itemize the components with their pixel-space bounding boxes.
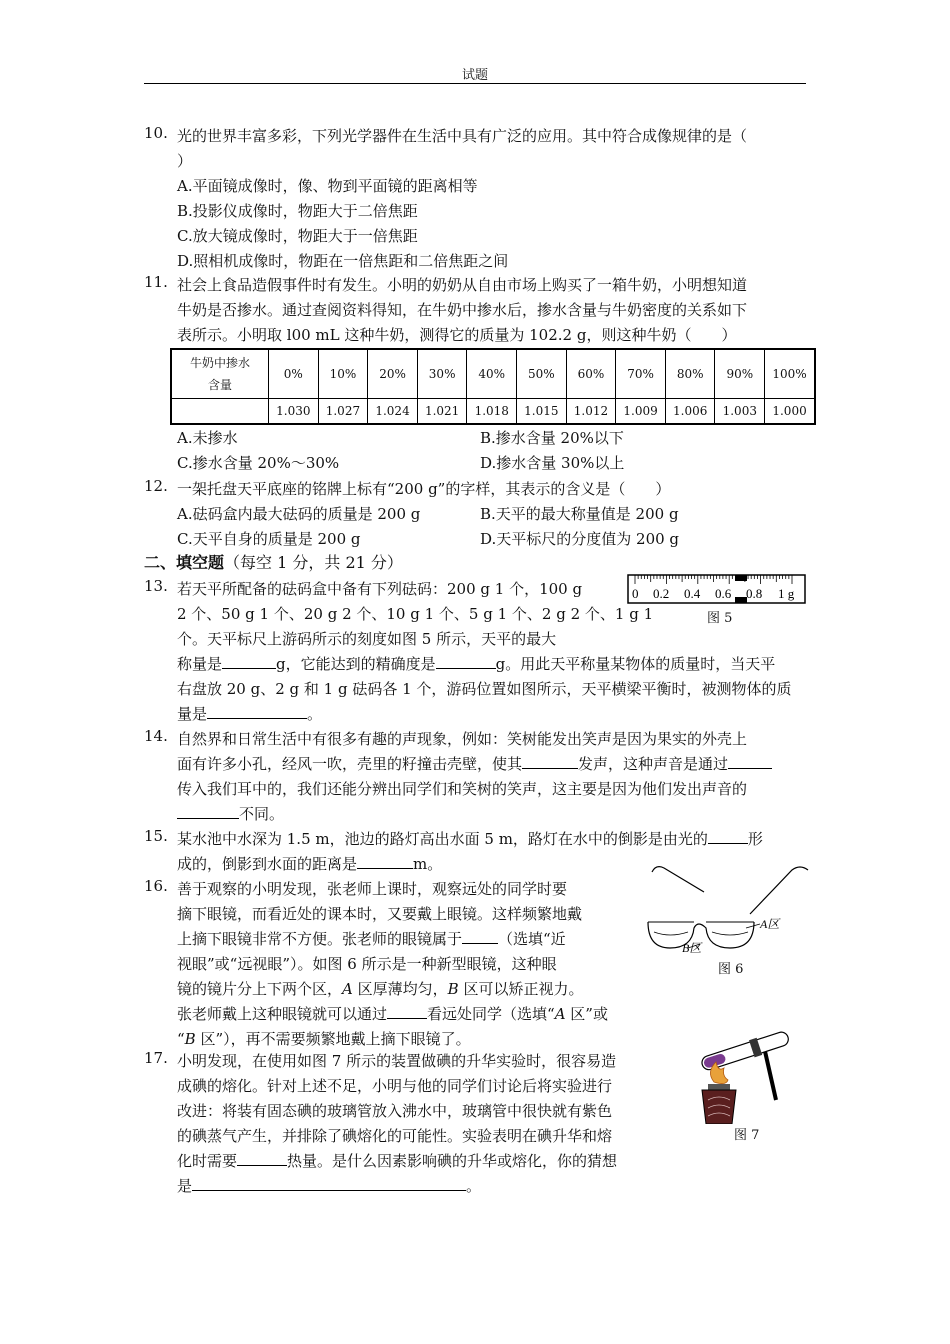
question-line: 善于观察的小明发现，张老师上课时，观察远处的同学时要 [177,880,568,898]
glasses-arm-left [652,867,704,892]
option-c: C.天平自身的质量是 200 g [177,530,361,548]
table-density-cell: 1.000 [765,399,815,425]
question-line: 摘下眼镜，而看近处的课本时，又要戴上眼镜。这样频繁地戴 [177,905,583,923]
question-line: 面有许多小孔，经风一吹，壳里的籽撞击壳壁，使其 发声，这种声音是通过 [177,752,812,777]
scale-label: 0.8 [746,586,763,601]
figure-7-label: 图 7 [734,1128,760,1143]
question-line: 张老师戴上这种眼镜就可以通过 看远处同学（选填“A 区”或 [177,1002,812,1027]
question-stem-line: 表所示。小明取 l00 mL 这种牛奶，测得它的质量为 102.2 g，则这种牛奶（ ） [177,326,737,344]
option-d: D.照相机成像时，物距在一倍焦距和二倍焦距之间 [177,252,509,270]
option-d: D.天平标尺的分度值为 200 g [480,530,680,548]
answer-blank[interactable] [728,752,772,769]
question-11-options [144,426,812,476]
question-line: 某水池中水深为 1.5 m，池边的路灯高出水面 5 m，路灯在水中的倒影是由光的 形 [177,827,812,852]
question-line: 右盘放 20 g、2 g 和 1 g 砝码各 1 个，游码位置如图所示，天平横梁平衡时，被测物体的质 [177,680,792,698]
table-density-cell: 1.003 [715,399,765,425]
sublimation-apparatus-figure [696,1016,800,1124]
table-density-cell: 1.009 [616,399,666,425]
question-stem: 一架托盘天平底座的铭牌上标有“200 g”的字样，其表示的含义是（ ） [177,480,671,498]
question-line: “B 区”），再不需要频繁地戴上摘下眼镜了。 [177,1030,471,1048]
answer-blank[interactable] [192,1174,466,1191]
question-line: 不同。 [177,802,812,827]
answer-blank[interactable] [436,652,496,669]
question-line: 自然界和日常生活中有很多有趣的声现象，例如：笑树能发出笑声是因为果实的外壳上 [177,730,748,748]
option-b: B.天平的最大称量值是 200 g [480,505,679,523]
question-line: 称量是 g，它能达到的精确度是 g。用此天平称量某物体的质量时，当天平 [177,652,812,677]
option-b: B.掺水含量 20%以下 [480,429,624,447]
answer-blank[interactable] [357,852,413,869]
question-line: 若天平所配备的砝码盒中备有下列砝码：200 g 1 个，100 g [177,580,583,598]
table-density-cell: 1.030 [269,399,319,425]
question-number: 15. [144,827,168,845]
scale-label: 0.2 [653,586,670,601]
answer-blank[interactable] [237,1149,287,1166]
page-header: 试题 [461,68,488,83]
leader-line-a [746,924,760,928]
question-line: 小明发现，在使用如图 7 所示的装置做碘的升华实验时，很容易造 [177,1052,617,1070]
scale-label: 1 g [778,586,795,601]
section-heading [144,550,403,573]
question-11 [144,273,812,348]
section-title: 二、填空题 [144,553,225,572]
question-line: 是 。 [177,1174,812,1199]
header-rule [144,83,806,84]
table-density-cell: 1.024 [368,399,418,425]
question-stem-line: 社会上食品造假事件时有发生。小明的奶奶从自由市场上购买了一箱牛奶，小明想知道 [177,276,748,294]
table-density-cell: 1.015 [517,399,567,425]
question-stem-line: 牛奶是否掺水。通过查阅资料得知，在牛奶中掺水后，掺水含量与牛奶密度的关系如下 [177,301,748,319]
question-number: 10. [144,124,168,142]
answer-blank[interactable] [222,652,276,669]
scale-label: 0.6 [715,586,732,601]
table-percent-cell: 100% [765,349,815,399]
table-percent-cell: 50% [517,349,567,399]
question-line: 传入我们耳中的，我们还能分辨出同学们和笑树的笑声，这主要是因为他们发出声音的 [177,780,748,798]
figure-6-label: 图 6 [718,962,744,977]
question-stem-cont: ） [177,152,193,170]
question-line: 改进：将装有固态碘的玻璃管放入沸水中，玻璃管中很快就有紫色 [177,1102,613,1120]
figure-5-label: 图 5 [707,611,733,626]
question-stem: 光的世界丰富多彩，下列光学器件在生活中具有广泛的应用。其中符合成像规律的是（ [177,127,748,145]
question-number: 12. [144,477,168,495]
table-percent-cell: 40% [467,349,517,399]
alcohol-lamp [702,1090,736,1124]
option-b: B.投影仪成像时，物距大于二倍焦距 [177,202,418,220]
answer-blank[interactable] [387,1002,427,1019]
section-note: （每空 1 分，共 21 分） [224,553,403,572]
scale-label: 0 [632,586,639,601]
option-c: C.掺水含量 20%～30% [177,454,340,472]
answer-blank[interactable] [462,927,498,944]
rider-scale-figure [627,574,807,606]
scale-label: 0.4 [684,586,701,601]
question-14 [144,727,812,827]
table-empty-cell [171,399,269,425]
question-line: 量是 。 [177,702,812,727]
option-a: A.平面镜成像时，像、物到平面镜的距离相等 [177,177,478,195]
question-10 [144,124,812,274]
answer-blank[interactable] [522,752,578,769]
question-number: 13. [144,577,168,595]
question-line: 视眼”或“远视眼”）。如图 6 所示是一种新型眼镜，这种眼 [177,955,557,973]
lens-zone-line [654,932,748,935]
question-line: 上摘下眼镜非常不方便。张老师的眼镜属于 （选填“近 [177,927,812,952]
question-number: 11. [144,273,168,291]
question-number: 14. [144,727,168,745]
question-line: 2 个、50 g 1 个、20 g 2 个、10 g 1 个、5 g 1 个、2 g 2 个、1 g 1 [177,605,654,623]
answer-blank[interactable] [207,702,307,719]
table-percent-cell: 60% [566,349,616,399]
table-percent-cell: 30% [417,349,467,399]
question-line: 的碘蒸气产生，并排除了碘熔化的可能性。实验表明在碘升华和熔 [177,1127,613,1145]
table-percent-cell: 20% [368,349,418,399]
question-line: 成的，倒影到水面的距离是 m。 [177,852,812,877]
option-a: A.砝码盒内最大砝码的质量是 200 g [177,505,421,523]
region-a-label: A区 [760,917,780,931]
table-density-cell: 1.018 [467,399,517,425]
question-number: 16. [144,877,168,895]
option-d: D.掺水含量 30%以上 [480,454,625,472]
table-density-cell: 1.021 [417,399,467,425]
table-percent-cell: 70% [616,349,666,399]
table-density-cell: 1.012 [566,399,616,425]
glasses-figure [642,862,814,958]
question-line: 个。天平标尺上游码所示的刻度如图 5 所示，天平的最大 [177,630,557,648]
table-percent-cell: 10% [318,349,368,399]
table-percent-cell: 90% [715,349,765,399]
table-header-label: 牛奶中掺水 含量 [171,349,269,399]
table-percent-cell: 0% [269,349,319,399]
rider-marker [735,575,747,581]
answer-blank[interactable] [708,827,748,844]
question-line: 化时需要 热量。是什么因素影响碘的升华或熔化，你的猜想 [177,1149,812,1174]
answer-blank[interactable] [177,802,239,819]
question-line: 镜的镜片分上下两个区，A 区厚薄均匀，B 区可以矫正视力。 [177,980,584,998]
density-table [170,348,816,425]
lamp-wick [708,1084,730,1090]
option-c: C.放大镜成像时，物距大于一倍焦距 [177,227,418,245]
glasses-arm-right [750,867,808,914]
table-density-cell: 1.006 [665,399,715,425]
table-percent-cell: 80% [665,349,715,399]
option-a: A.未掺水 [177,429,238,447]
question-12 [144,477,812,552]
table-density-cell: 1.027 [318,399,368,425]
question-line: 成碘的熔化。针对上述不足，小明与他的同学们讨论后将实验进行 [177,1077,613,1095]
region-b-label: B区 [682,941,702,955]
question-number: 17. [144,1049,168,1067]
